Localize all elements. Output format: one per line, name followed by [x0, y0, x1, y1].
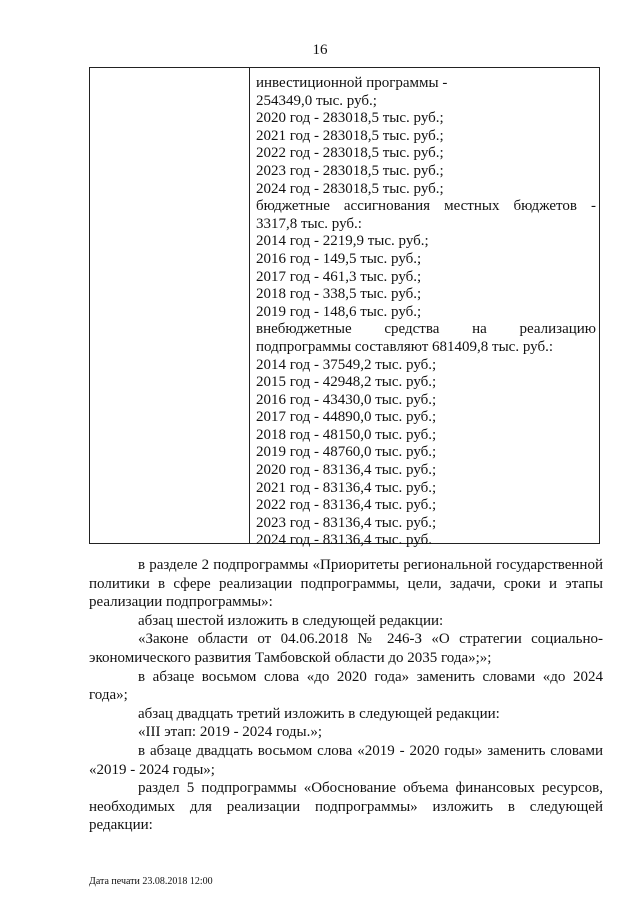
table-line: 2022 год - 283018,5 тыс. руб.;: [256, 145, 444, 162]
table-line: бюджетные ассигнования местных бюджетов -: [256, 198, 596, 215]
page-number: 16: [312, 42, 328, 58]
table-line: 2019 год - 148,6 тыс. руб.;: [256, 303, 422, 320]
paragraph: в разделе 2 подпрограммы «Приоритеты региональной государственной политики в сфере реализации подпрограммы, цели, задачи, сроки и этапы реализации подпрограммы»:: [89, 557, 603, 611]
table-line: 2017 год - 461,3 тыс. руб.;: [256, 268, 422, 285]
paragraph: в абзаце восьмом слова «до 2020 года» заменить словами «до 2024 года»;: [89, 668, 603, 704]
table-line: инвестиционной программы -: [256, 75, 448, 91]
amendments-text: [89, 556, 603, 835]
table-line: 2020 год - 83136,4 тыс. руб.;: [256, 462, 437, 479]
paragraph: в абзаце двадцать восьмом слова «2019 - 2020 годы» заменить словами «2019 - 2024 годы»;: [89, 742, 603, 778]
paragraph: «III этап: 2019 - 2024 годы.»;: [138, 724, 323, 741]
table-left-cell: [90, 68, 250, 543]
table-line: 2022 год - 83136,4 тыс. руб.;: [256, 497, 437, 514]
table-line: 2020 год - 283018,5 тыс. руб.;: [256, 110, 444, 127]
table-line: 2014 год - 37549,2 тыс. руб.;: [256, 356, 437, 373]
table-line: 2024 год - 83136,4 тыс. руб.: [256, 532, 433, 549]
table-line: 2018 год - 338,5 тыс. руб.;: [256, 286, 422, 303]
table-line: 254349,0 тыс. руб.;: [256, 92, 377, 109]
table-line: внебюджетные средства на реализацию: [256, 321, 596, 338]
table-line: подпрограммы составляют 681409,8 тыс. руб.:: [256, 338, 553, 355]
paragraph: раздел 5 подпрограммы «Обоснование объема финансовых ресурсов, необходимых для реализации подпрограммы» изложить в следующей редакции:: [89, 780, 603, 834]
table-line: 2023 год - 283018,5 тыс. руб.;: [256, 162, 444, 179]
table-line: 2021 год - 283018,5 тыс. руб.;: [256, 127, 444, 144]
print-date-footer: Дата печати 23.08.2018 12:00: [89, 876, 213, 887]
table-line: 2014 год - 2219,9 тыс. руб.;: [256, 233, 429, 250]
paragraph: «Законе области от 04.06.2018 № 246-З «О стратегии социально-экономического развития Тамбовской области до 2035 года»;»;: [89, 631, 603, 666]
funding-table: [89, 67, 600, 549]
table-line: 2015 год - 42948,2 тыс. руб.;: [256, 374, 437, 391]
table-line: 3317,8 тыс. руб.:: [256, 215, 362, 232]
table-line: 2021 год - 83136,4 тыс. руб.;: [256, 479, 437, 496]
table-right-cell: [256, 75, 596, 550]
paragraph: абзац шестой изложить в следующей редакции:: [138, 612, 444, 629]
table-line: 2024 год - 283018,5 тыс. руб.;: [256, 180, 444, 197]
table-line: 2016 год - 149,5 тыс. руб.;: [256, 250, 422, 267]
table-line: 2016 год - 43430,0 тыс. руб.;: [256, 391, 437, 408]
paragraph: абзац двадцать третий изложить в следующей редакции:: [138, 705, 500, 722]
table-line: 2023 год - 83136,4 тыс. руб.;: [256, 514, 437, 531]
table-line: 2017 год - 44890,0 тыс. руб.;: [256, 409, 437, 426]
table-line: 2018 год - 48150,0 тыс. руб.;: [256, 426, 437, 443]
table-line: 2019 год - 48760,0 тыс. руб.;: [256, 444, 437, 461]
